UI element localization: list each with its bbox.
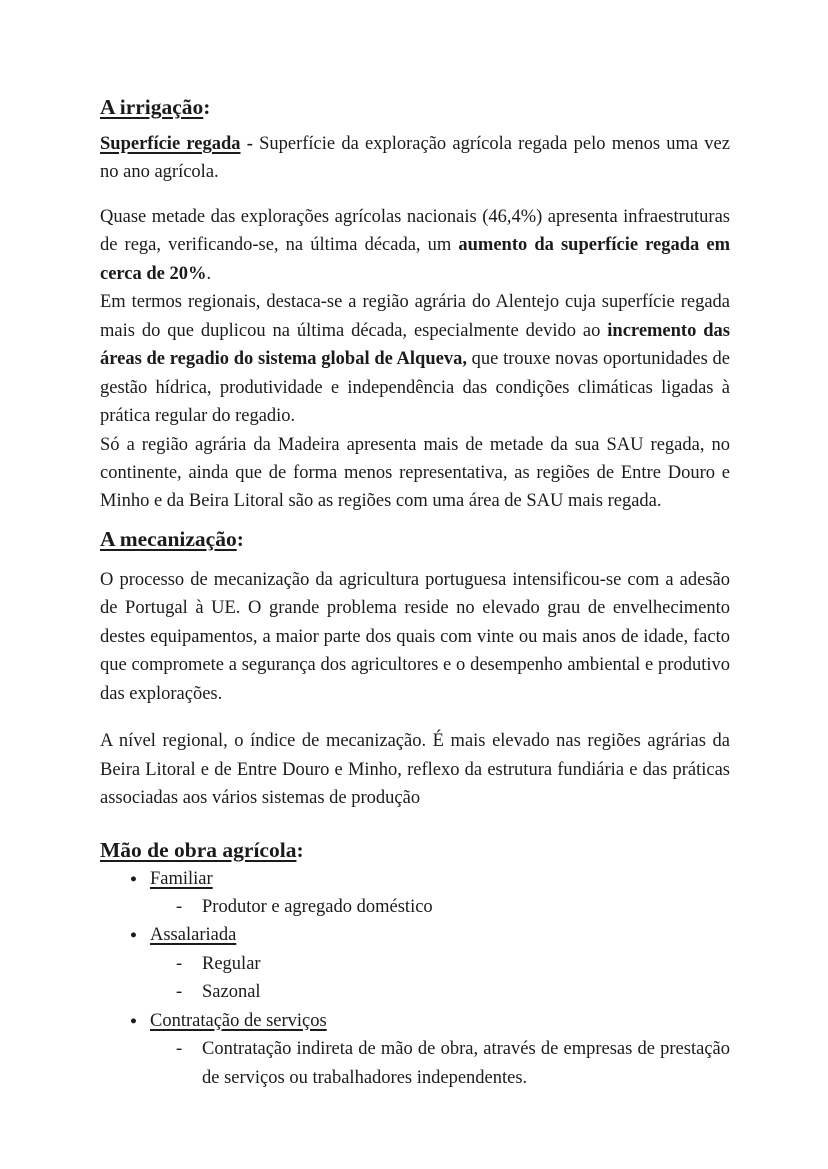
text-run: Superfície regada	[100, 134, 241, 154]
bullet-list	[100, 865, 730, 1093]
text-run: Só a região agrária da Madeira apresenta mais de metade da sua SAU regada, no continente, ainda que de forma menos representativa, as regiões de Entre Douro e Minho e da Beira Litoral são as regiões com uma área de SAU mais regada.	[100, 434, 730, 512]
list-item-text: Sazonal	[202, 982, 261, 1003]
list-item-text: Contratação indireta de mão de obra, através de empresas de prestação de serviços ou trabalhadores independentes.	[202, 1039, 730, 1088]
paragraph	[100, 727, 730, 812]
list-item-text: Contratação de serviços	[150, 1010, 327, 1031]
list-item	[100, 893, 730, 921]
paragraph	[100, 288, 730, 430]
paragraph	[100, 130, 730, 187]
text-run: .	[206, 263, 212, 284]
text-run: Em termos regionais, destaca-se a região agrária do Alentejo cuja superfície regada mais do que duplicou na última década, especialmente devido ao	[100, 292, 730, 341]
heading-colon: :	[236, 526, 244, 551]
text-run: -	[240, 134, 260, 154]
list-item-text: Assalariada	[150, 925, 237, 946]
text-run: Quase metade das explorações agrícolas nacionais (46,4%) apresenta infraestruturas de rega, verificando-se, na última década, um	[100, 206, 730, 256]
list-item-text: Familiar	[150, 868, 213, 889]
list-item	[100, 978, 730, 1006]
text-run: Superfície da exploração agrícola regada pelo menos uma vez no ano agrícola.	[100, 134, 730, 183]
bullet-icon: ●	[130, 872, 137, 885]
list-item	[100, 950, 730, 978]
paragraph	[100, 566, 730, 708]
bullet-icon: ●	[130, 1014, 137, 1027]
dash-icon: -	[176, 1039, 183, 1060]
text-run: aumento da superfície regada em cerca de 20%	[100, 235, 730, 284]
dash-icon: -	[176, 982, 183, 1003]
dash-icon: -	[176, 896, 183, 917]
text-run: A nível regional, o índice de mecanização. É mais elevado nas regiões agrárias da Beira Litoral e de Entre Douro e Minho, reflexo da estrutura fundiária e das práticas associadas aos vários sistemas de produção	[100, 731, 730, 809]
list-item	[100, 1007, 730, 1035]
list-item	[100, 865, 730, 893]
heading-text: A irrigação	[100, 95, 204, 119]
section-heading	[100, 92, 730, 122]
heading-text: Mão de obra agrícola	[100, 837, 297, 862]
section-heading	[100, 835, 730, 865]
section-heading	[100, 524, 730, 554]
list-item-text: Regular	[202, 953, 261, 974]
list-item	[100, 1035, 730, 1092]
text-run: que trouxe novas oportunidades de gestão hídrica, produtividade e independência das condições climáticas ligadas à prática regular do regadio.	[100, 349, 730, 427]
heading-text: A mecanização	[100, 526, 237, 551]
list-item	[100, 921, 730, 949]
heading-colon: :	[203, 95, 211, 119]
paragraph	[100, 203, 730, 288]
paragraph	[100, 431, 730, 516]
document-content	[100, 92, 730, 1092]
list-item-text: Produtor e agregado doméstico	[202, 896, 433, 917]
text-run: O processo de mecanização da agricultura portuguesa intensificou-se com a adesão de Portugal à UE. O grande problema reside no elevado grau de envelhecimento destes equipamentos, a maior parte dos quais com vinte ou mais anos de idade, facto que compromete a segurança dos agricultores e o desempenho ambiental e produtivo das explorações.	[100, 569, 730, 704]
heading-colon: :	[296, 837, 304, 862]
text-run: incremento das áreas de regadio do sistema global de Alqueva,	[100, 320, 730, 370]
dash-icon: -	[176, 953, 183, 974]
bullet-icon: ●	[130, 929, 137, 942]
